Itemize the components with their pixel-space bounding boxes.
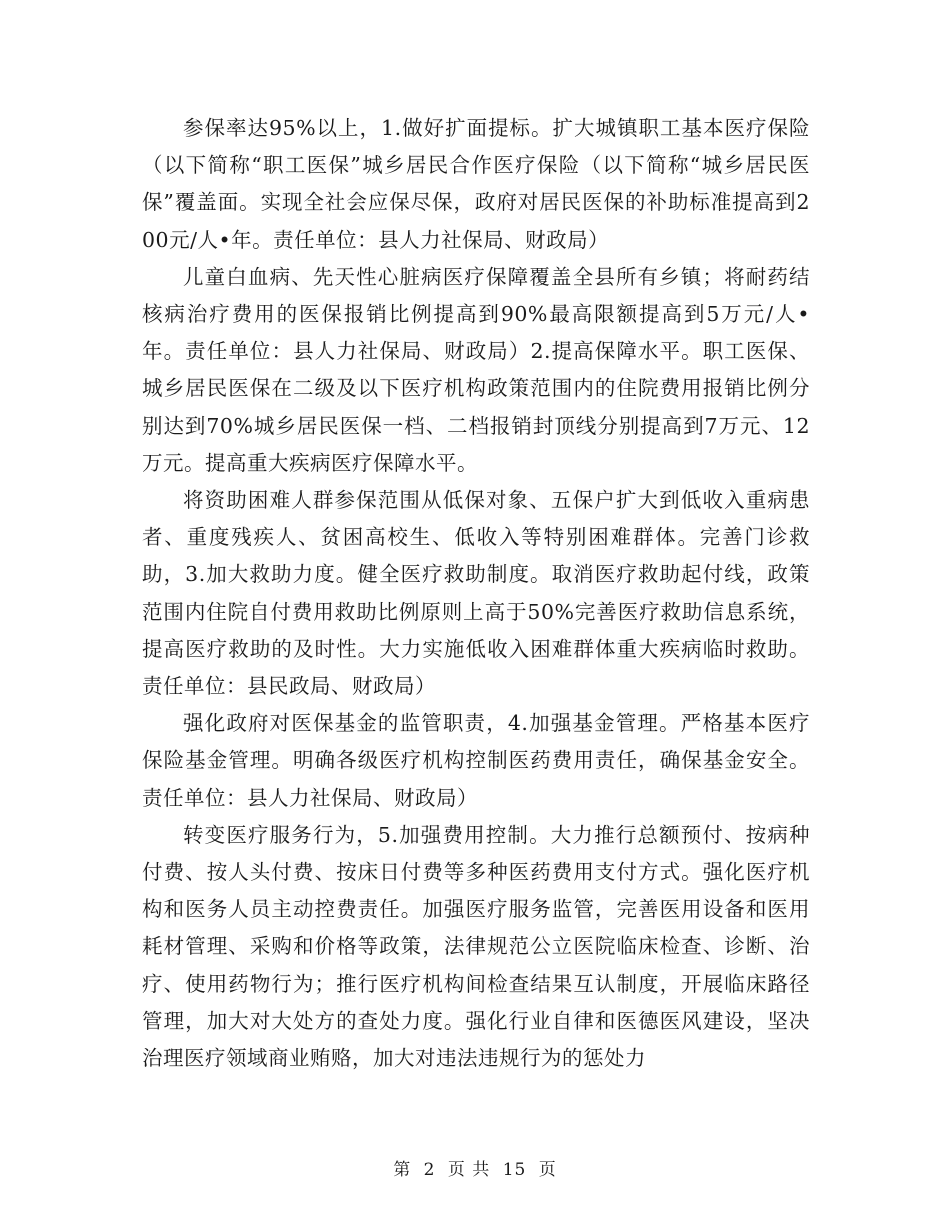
paragraph-4: 强化政府对医保基金的监管职责，4.加强基金管理。严格基本医疗保险基金管理。明确各级医疗机构控制医药费用责任，确保基金安全。责任单位：县人力社保局、财政局） [142, 711, 810, 810]
paragraph-3: 将资助困难人群参保范围从低保对象、五保户扩大到低收入重病患者、重度残疾人、贫困高校生、低收入等特别困难群体。完善门诊救助，3.加大救助力度。健全医疗救助制度。取消医疗救助起付线，政策范围内住院自付费用救助比例原则上高于50%完善医疗救助信息系统，提高医疗救助的及时性。大力实施低收入困难群体重大疾病临时救助。责任单位：县民政局、财政局） [142, 488, 810, 699]
footer-total-pages: 15 [502, 1160, 527, 1180]
footer-page-number: 2 [423, 1160, 436, 1180]
page-footer [0, 1155, 950, 1180]
paragraph-5: 转变医疗服务行为，5.加强费用控制。大力推行总额预付、按病种付费、按人头付费、按床日付费等多种医药费用支付方式。强化医疗机构和医务人员主动控费责任。加强医疗服务监管，完善医用设备和医用耗材管理、采购和价格等政策，法律规范公立医院临床检查、诊断、治疗、使用药物行为；推行医疗机构间检查结果互认制度，开展临床路径管理，加大对大处方的查处力度。强化行业自律和医德医风建设，坚决治理医疗领域商业贿赂，加大对违法违规行为的惩处力 [142, 822, 810, 1071]
document-body [142, 110, 810, 1077]
paragraph-2: 儿童白血病、先天性心脏病医疗保障覆盖全县所有乡镇；将耐药结核病治疗费用的医保报销比例提高到90%最高限额提高到5万元/人•年。责任单位：县人力社保局、财政局）2.提高保障水平。职工医保、城乡居民医保在二级及以下医疗机构政策范围内的住院费用报销比例分别达到70%城乡居民医保一档、二档报销封顶线分别提高到7万元、12万元。提高重大疾病医疗保障水平。 [142, 264, 810, 475]
footer-middle: 页 共 [447, 1160, 491, 1180]
footer-suffix: 页 [538, 1160, 557, 1180]
footer-prefix: 第 [393, 1160, 412, 1180]
paragraph-1: 参保率达95%以上，1.做好扩面提标。扩大城镇职工基本医疗保险（以下简称“职工医保”城乡居民合作医疗保险（以下简称“城乡居民医保”覆盖面。实现全社会应保尽保，政府对居民医保的补助标准提高到200元/人•年。责任单位：县人力社保局、财政局） [142, 116, 810, 252]
